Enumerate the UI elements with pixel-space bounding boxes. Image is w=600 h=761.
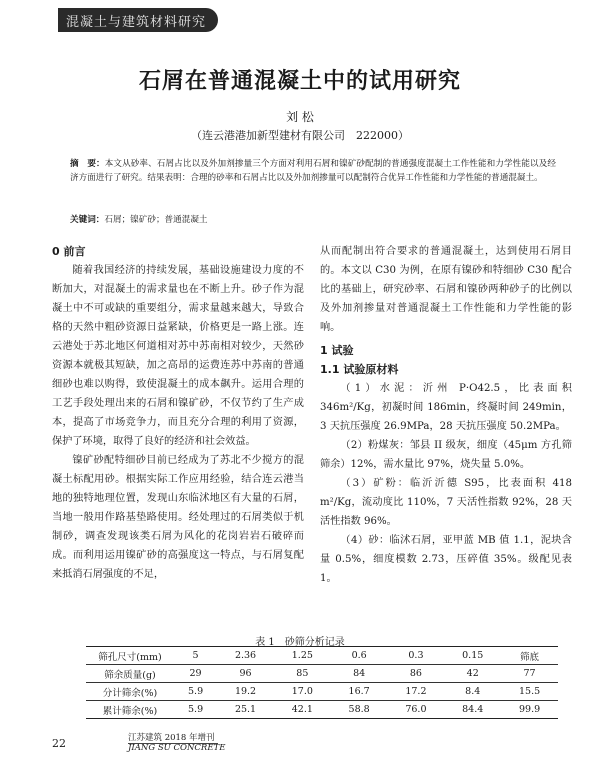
section-banner [58,8,218,32]
table-cell: 15.5 [501,683,558,701]
table-row [86,701,558,719]
table-cell: 76.0 [388,701,445,719]
table-cell: 58.8 [331,701,388,719]
material-slag: （3）矿粉：临沂沂德 S95，比表面积 418 m²/Kg，流动度比 110%，7 天活性指数 92%，28 天活性指数 96%。 [320,478,572,527]
section-banner-text: 混凝土与建筑材料研究 [66,15,207,30]
row-label: 分计筛余(%) [86,683,174,701]
table-cell: 85 [274,665,331,683]
material-flyash: （2）粉煤灰：邹县 II 级灰，细度（45μm 方孔筛筛余）12%，需水量比 97%，烧失量 5.0%。 [320,440,572,470]
abstract [70,157,556,185]
affiliation: （连云港港加新型建材有限公司 222000） [191,129,409,142]
table-cell: 25.1 [217,701,274,719]
page-number: 22 [52,737,66,750]
abstract-text: 本文从砂率、石屑占比以及外加剂掺量三个方面对利用石屑和镍矿砂配制的普通强度混凝土工作性能和力学性能以及经济方面进行了研究。结果表明：合理的砂率和石屑占比以及外加剂掺量可以配制符合优异工作性能和力学性能的普通混凝土。 [70,159,556,183]
left-column [52,242,304,584]
intro-paragraph-2: 镍矿砂配特细砂目前已经成为了苏北不少搅方的混凝土标配用砂。根据实际工作应用经验，结合连云港当地的独特地理位置，发现山东临沭地区有大量的石屑，当地一般用作路基垫路使用。经处理过的石屑类似于机制砂，调查发现该类石屑为风化的花岗岩岩石破碎而成。而利用运用镍矿砂的高强度这一特点，与石屑复配来抵消石屑强度的不足， [52,455,304,580]
materials-heading: 1.1 试验原材料 [320,363,399,376]
intro-heading: 0 前言 [52,245,86,258]
keywords-text: 石屑；镍矿砂；普通混凝土 [104,215,208,225]
table-cell: 17.0 [274,683,331,701]
material-cement: （1）水泥：沂州 P·O42.5，比表面积 346m²/Kg，初凝时间 186min，终凝时间 249min，3 天抗压强度 26.9MPa，28 天抗压强度 50.2MPa。 [320,383,572,432]
table-cell: 84.4 [444,701,501,719]
table-cell: 96 [217,665,274,683]
sieve-table-wrap [86,646,558,719]
table-cell: 5.9 [174,683,217,701]
table-row [86,683,558,701]
row-label: 筛孔尺寸(mm) [86,647,174,665]
table-row [86,647,558,665]
right-paragraph-1: 从而配制出符合要求的普通混凝土，达到使用石屑目的。本文以 C30 为例，在原有镍砂和特细砂 C30 配合比的基础上，研究砂率、石屑和镍砂两种砂子的比例以及外加剂掺量对普通混凝土工作性能和力学性能的影响。 [320,246,572,333]
journal-name-cn: 江苏建筑 2018 年增刊 [128,733,215,743]
table-cell: 42 [444,665,501,683]
intro-paragraph-1: 随着我国经济的持续发展，基础设施建设力度的不断加大，对混凝土的需求量也在不断上升。砂子作为混凝土中不可或缺的重要组分，需求量越来越大，导致合格的天然中粗砂资源日益紧缺，价格更是一路上涨。连云港处于苏北地区何道相对苏中苏南相对较少，天然砂资源本就极其短缺，加之高昂的运费连苏中苏南的普通细砂也难以购得，致使混凝土的成本飙升。运用合理的工艺手段处理出来的石屑和镍矿砂，不仅节约了生产成本，提高了市场竞争力，而且充分合理的利用了资源，保护了环境，取得了良好的经济和社会效益。 [52,265,304,447]
article-title: 石屑在普通混凝土中的试用研究 [138,69,461,94]
keywords [70,213,556,225]
material-sand: （4）砂：临沭石屑，亚甲蓝 MB 值 1.1，泥块含量 0.5%，细度模数 2.73，压碎值 35%。级配见表 1。 [320,535,572,584]
row-label: 累计筛余(%) [86,701,174,719]
table-caption: 表 1 砂筛分析记录 [255,637,345,648]
table-cell: 0.3 [388,647,445,665]
journal-name-en: JIANG SU CONCRETE [128,743,226,753]
row-label: 筛余质量(g) [86,665,174,683]
abstract-label: 摘 要： [70,159,105,169]
author: 刘 松 [286,110,314,124]
footer-rule [128,743,218,744]
table-cell: 1.25 [274,647,331,665]
table-cell: 86 [388,665,445,683]
table-cell: 2.36 [217,647,274,665]
keywords-label: 关键词： [70,215,105,225]
table-cell: 19.2 [217,683,274,701]
test-heading: 1 试验 [320,344,354,357]
sieve-table [86,646,558,719]
table-cell: 42.1 [274,701,331,719]
table-cell: 16.7 [331,683,388,701]
table-cell: 筛底 [501,647,558,665]
table-cell: 77 [501,665,558,683]
table-cell: 0.15 [444,647,501,665]
table-cell: 29 [174,665,217,683]
table-cell: 0.6 [331,647,388,665]
table-row [86,665,558,683]
table-cell: 5 [174,647,217,665]
table-cell: 99.9 [501,701,558,719]
table-cell: 8.4 [444,683,501,701]
table-cell: 5.9 [174,701,217,719]
right-column [320,242,572,588]
table-cell: 84 [331,665,388,683]
table-cell: 17.2 [388,683,445,701]
